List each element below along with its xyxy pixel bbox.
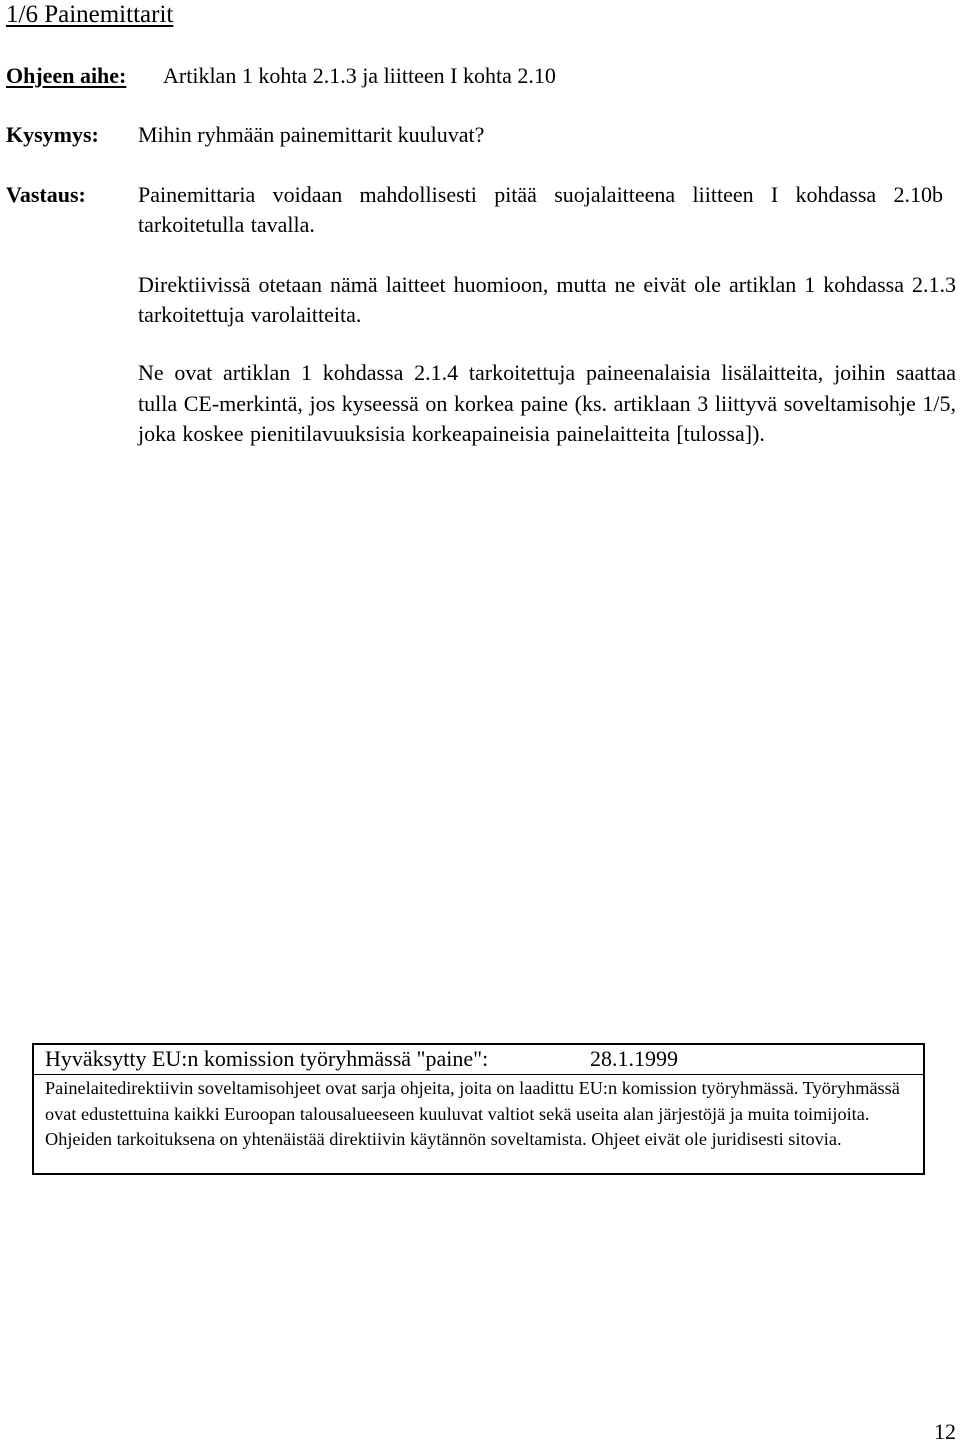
page-title: 1/6 Painemittarit	[6, 1, 174, 28]
approval-date: 28.1.1999	[590, 1046, 678, 1071]
answer-paragraph: Ne ovat artiklan 1 kohdassa 2.1.4 tarkoitettuja paineenalaisia lisälaitteita, joihin saattaa tulla CE-merkintä, jos kyseessä on korkea paine (ks. artiklaan 3 liittyvä soveltamisohje 1/5, joka koskee pienitilavuuksisia korkeapaineisia painelaitteita [tulossa]).	[138, 360, 956, 446]
approval-note: Painelaitedirektiivin soveltamisohjeet ovat sarja ohjeita, joita on laadittu EU:n komission työryhmässä. Työryhmässä ovat edustettuina kaikki Euroopan talousalueeseen kuuluvat valtiot sekä useita alan järjestöjä ja muita toimijoita. Ohjeiden tarkoituksena on yhtenäistää direktiivin käytännön soveltamista. Ohjeet eivät ole juridisesti sitovia.	[45, 1078, 900, 1149]
approval-header	[34, 1045, 923, 1075]
question-label: Kysymys:	[6, 122, 99, 147]
page-number: 12	[934, 1419, 956, 1444]
answer-paragraph: Direktiivissä otetaan nämä laitteet huomioon, mutta ne eivät ole artiklan 1 kohdassa 2.1.3 tarkoitettuja varolaitteita.	[138, 272, 956, 327]
question-value: Mihin ryhmään painemittarit kuuluvat?	[138, 122, 485, 147]
approval-label: Hyväksytty EU:n komission työryhmässä "paine":	[45, 1046, 489, 1071]
answer-label: Vastaus:	[6, 182, 86, 207]
topic-value: Artiklan 1 kohta 2.1.3 ja liitteen I kohta 2.10	[163, 63, 556, 88]
answer-paragraph: Painemittaria voidaan mahdollisesti pitää suojalaitteena liitteen I kohdassa 2.10b tarkoitetulla tavalla.	[138, 182, 943, 237]
approval-box	[32, 1043, 925, 1175]
topic-label: Ohjeen aihe:	[6, 63, 127, 88]
